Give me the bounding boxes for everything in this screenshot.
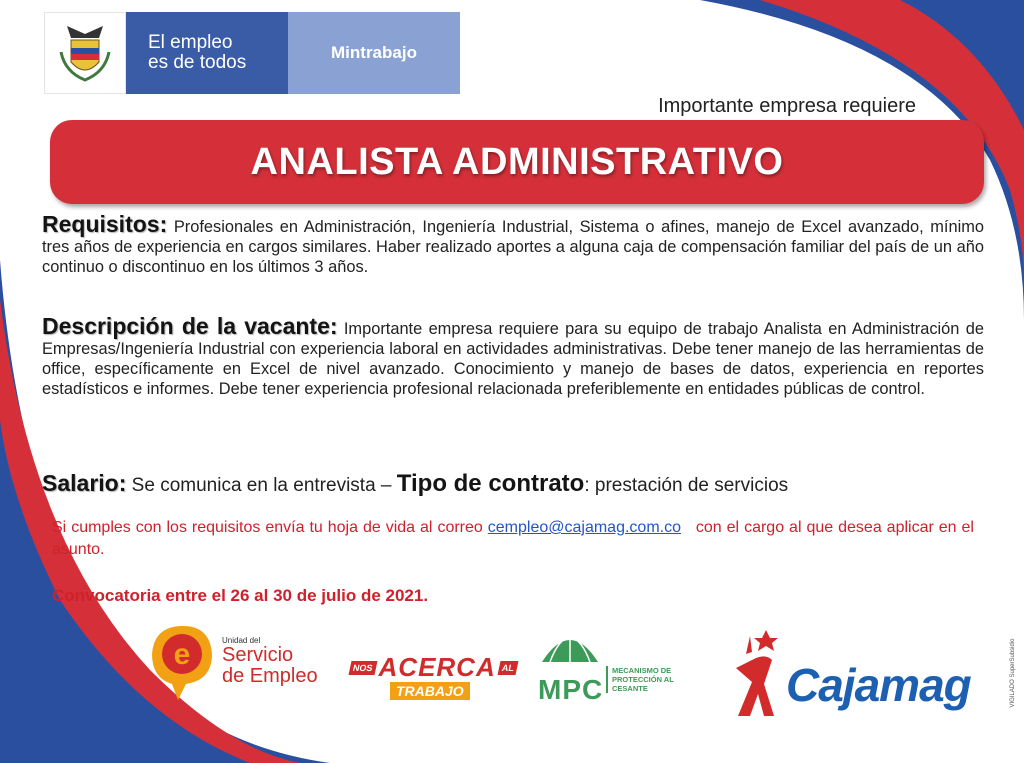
vigilado-supersubsidio-label (1002, 632, 1018, 720)
convocatoria-dates: Convocatoria entre el 26 al 30 de julio de 2021. (52, 586, 429, 605)
svg-text:e: e (173, 638, 191, 671)
nos-acerca-logo (350, 652, 515, 702)
title-banner (50, 120, 984, 204)
mpc-label: MPC (538, 674, 604, 705)
umbrella-icon (538, 626, 602, 672)
descripcion-section (42, 313, 984, 399)
apply-text-after: con el cargo al que desea aplicar en el asunto. (52, 519, 974, 558)
slogan-block (126, 12, 288, 94)
requisitos-section: Requisitos: Profesionales en Administración, Ingeniería Industrial, Sistema o afines, manejo de Excel avanzado, mínimo tres años de experiencia en cargos similares. Haber realizado aportes a alguna caja de compensación familiar del país de un año continuo o discontinuo en los últimos 3 años. (42, 211, 984, 276)
apply-instructions (52, 517, 974, 561)
contrato-label: Tipo de contrato (396, 470, 585, 497)
ministry-label: Mintrabajo (288, 12, 460, 94)
acerca-trabajo: TRABAJO (390, 682, 470, 700)
servicio-empleo-text (222, 636, 318, 687)
servicio-line-2: de Empleo (222, 665, 318, 687)
acerca-al: AL (497, 661, 518, 675)
servicio-small-text: Unidad del (222, 636, 261, 645)
contrato-text: prestación de servicios (594, 475, 789, 496)
salario-section: Salario: Se comunica en la entrevista – Tipo de contrato: prestación de servicios (42, 470, 789, 497)
slogan-line-1: El empleo (148, 32, 233, 53)
government-banner (44, 12, 460, 94)
intro-text: Importante empresa requiere (658, 95, 916, 117)
job-title: ANALISTA ADMINISTRATIVO (250, 140, 784, 183)
vigilado-text: VIGILADO SuperSubsidio (1010, 638, 1016, 708)
email-link[interactable]: cempleo@cajamag.com.co (487, 519, 681, 536)
salario-text: Se comunica en la entrevista – (131, 475, 392, 496)
e-badge-icon (148, 622, 218, 702)
acerca-nos: NOS (349, 661, 377, 675)
cajamag-logo (726, 624, 998, 724)
salario-label: Salario (42, 470, 119, 496)
acerca-main: ACERCA (378, 652, 496, 682)
slogan-line-2: es de todos (148, 52, 247, 73)
mpc-logo (538, 626, 678, 712)
servicio-empleo-logo (148, 622, 334, 702)
descripcion-text: Importante empresa requiere para su equipo de trabajo Analista en Administración de Empresas/Ingeniería Industrial con experiencia laboral en actividades administrativas. Debe tener manejo de las herramientas de office, específicamente en Excel de nivel avanzado. Conocimiento y manejo de bases de datos, experiencia en reportes estadísticos e informes. Debe tener experiencia profesional relacionada preferiblemente en entidades públicas de control. (42, 320, 984, 398)
descripcion-label: Descripción de la vacante: (42, 313, 338, 339)
cajamag-wordmark: Cajamag (786, 659, 971, 711)
requisitos-label: Requisitos (42, 211, 160, 237)
seal-icon (57, 22, 113, 84)
apply-text-before: Si cumples con los requisitos envía tu hoja de vida al correo (52, 519, 483, 536)
mpc-subtitle: MECANISMO DE PROTECCIÓN AL CESANTE (606, 666, 678, 693)
requisitos-text: Profesionales en Administración, Ingeniería Industrial, Sistema o afines, manejo de Excel avanzado, mínimo tres años de experiencia en cargos similares. Haber realizado aportes a alguna caja de compensación familiar del país de un año continuo o discontinuo en los últimos 3 años. (42, 218, 984, 276)
servicio-line-1: Servicio (222, 644, 294, 666)
coat-of-arms-logo (44, 12, 126, 94)
